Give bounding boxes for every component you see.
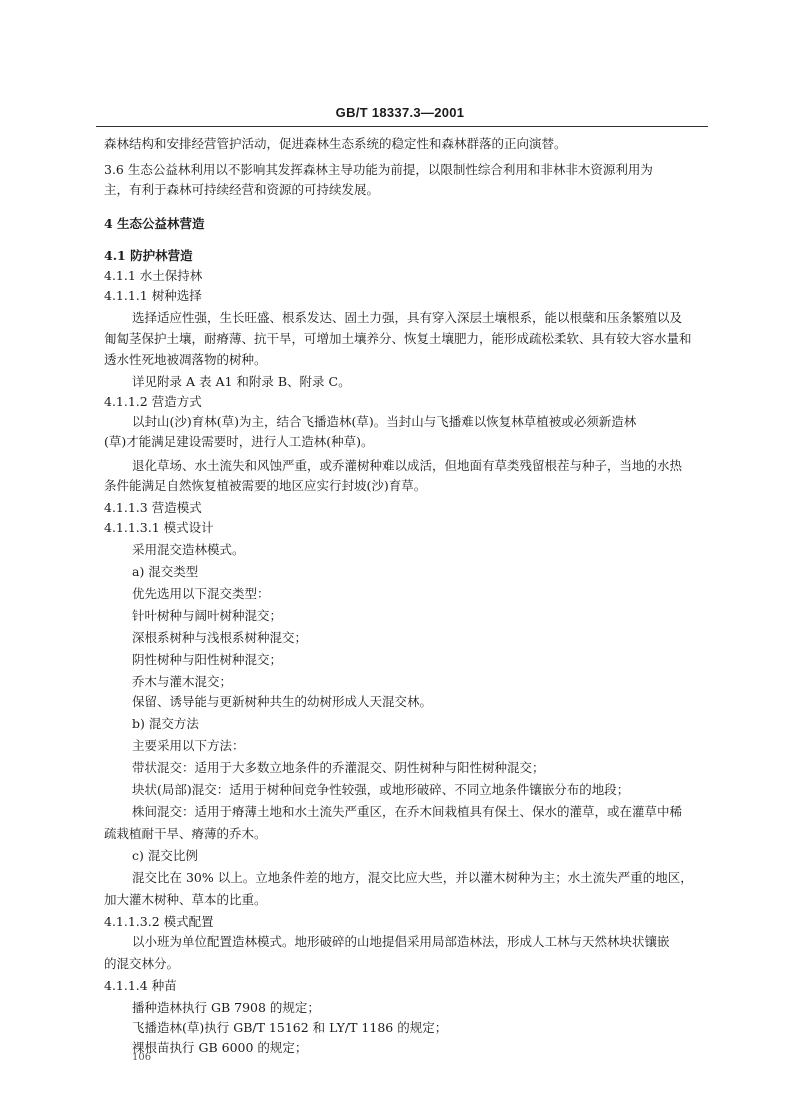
text-line: 主，有利于森林可持续经营和资源的可持续发展。 xyxy=(104,182,380,197)
section-4-1-1-1-heading: 4.1.1.1 树种选择 xyxy=(104,288,202,303)
list-item: 株间混交：适用于瘠薄土地和水土流失严重区，在乔木间栽植具有保土、保水的灌草，或在灌草中稀 xyxy=(132,804,683,819)
text-line: 疏栽植耐干旱、瘠薄的乔木。 xyxy=(104,826,267,841)
text-line: 的混交林分。 xyxy=(104,956,180,971)
list-item: 裸根苗执行 GB 6000 的规定； xyxy=(132,1040,308,1055)
text-line: 混交比在 30% 以上。立地条件差的地方，混交比应大些，并以灌木树种为主；水土流失严重的地区， xyxy=(132,870,693,885)
text-line: 退化草场、水土流失和风蚀严重，或乔灌树种难以成活，但地面有草类残留根茬与种子，当地的水热 xyxy=(132,458,683,473)
list-item: 针叶树种与阔叶树种混交； xyxy=(132,608,283,623)
list-item: 块状(局部)混交：适用于树种间竞争性较强，或地形破碎、不同立地条件镶嵌分布的地段； xyxy=(132,782,630,797)
text-line: 加大灌木树种、草本的比重。 xyxy=(104,892,267,907)
item-a-heading: a) 混交类型 xyxy=(132,564,199,579)
text-line: 森林结构和安排经营管护活动，促进森林生态系统的稳定性和森林群落的正向演替。 xyxy=(104,136,567,151)
text-line: 条件能满足自然恢复植被需要的地区应实行封坡(沙)育草。 xyxy=(104,478,427,493)
section-4-1-1-3-heading: 4.1.1.3 营造模式 xyxy=(104,500,202,515)
list-item: 带状混交：适用于大多数立地条件的乔灌混交、阴性树种与阳性树种混交； xyxy=(132,760,545,775)
text-line: 以小班为单位配置造林模式。地形破碎的山地提倡采用局部造林法，形成人工林与天然林块状镶嵌 xyxy=(132,934,670,949)
text-line: (草)才能满足建设需要时，进行人工造林(种草)。 xyxy=(104,434,374,449)
text-line: 透水性死地被凋落物的树种。 xyxy=(104,352,267,367)
section-4-1-1-3-2-heading: 4.1.1.3.2 模式配置 xyxy=(104,914,214,929)
section-4-1-1-4-heading: 4.1.1.4 种苗 xyxy=(104,978,177,993)
text-line: 主要采用以下方法： xyxy=(132,738,245,753)
section-4-heading: 4 生态公益林营造 xyxy=(104,216,205,231)
text-line: 选择适应性强，生长旺盛、根系发达、固土力强，具有穿入深层土壤根系，能以根蘖和压条繁殖以及 xyxy=(132,310,683,325)
section-4-1-1-3-1-heading: 4.1.1.3.1 模式设计 xyxy=(104,520,214,535)
list-item: 深根系树种与浅根系树种混交； xyxy=(132,630,308,645)
section-4-1-1-2-heading: 4.1.1.2 营造方式 xyxy=(104,394,202,409)
section-4-1-heading: 4.1 防护林营造 xyxy=(104,248,193,263)
text-line: 采用混交造林模式。 xyxy=(132,542,245,557)
item-c-heading: c) 混交比例 xyxy=(132,848,198,863)
header-rule xyxy=(96,126,708,127)
page-number: 106 xyxy=(132,1052,152,1063)
list-item: 乔木与灌木混交； xyxy=(132,674,233,689)
text-line: 以封山(沙)育林(草)为主，结合飞播造林(草)。当封山与飞播难以恢复林草植被或必须新造林 xyxy=(132,414,637,429)
text-line: 详见附录 A 表 A1 和附录 B、附录 C。 xyxy=(132,374,351,389)
text-line: 匍匐茎保护土壤，耐瘠薄、抗干旱，可增加土壤养分、恢复土壤肥力，能形成疏松柔软、具有较大容水量和 xyxy=(104,331,692,346)
section-4-1-1-heading: 4.1.1 水土保持林 xyxy=(104,268,203,283)
list-item: 播种造林执行 GB 7908 的规定； xyxy=(132,1000,320,1015)
clause-3-6: 3.6 生态公益林利用以不影响其发挥森林主导功能为前提，以限制性综合利用和非林非木资源利用为 xyxy=(104,162,653,177)
standard-code-header: GB/T 18337.3—2001 xyxy=(335,105,465,120)
text-line: 优先选用以下混交类型： xyxy=(132,586,270,601)
list-item: 保留、诱导能与更新树种共生的幼树形成人天混交林。 xyxy=(132,694,433,709)
item-b-heading: b) 混交方法 xyxy=(132,716,199,731)
list-item: 飞播造林(草)执行 GB/T 15162 和 LY/T 1186 的规定； xyxy=(132,1020,448,1035)
list-item: 阴性树种与阳性树种混交； xyxy=(132,652,283,667)
